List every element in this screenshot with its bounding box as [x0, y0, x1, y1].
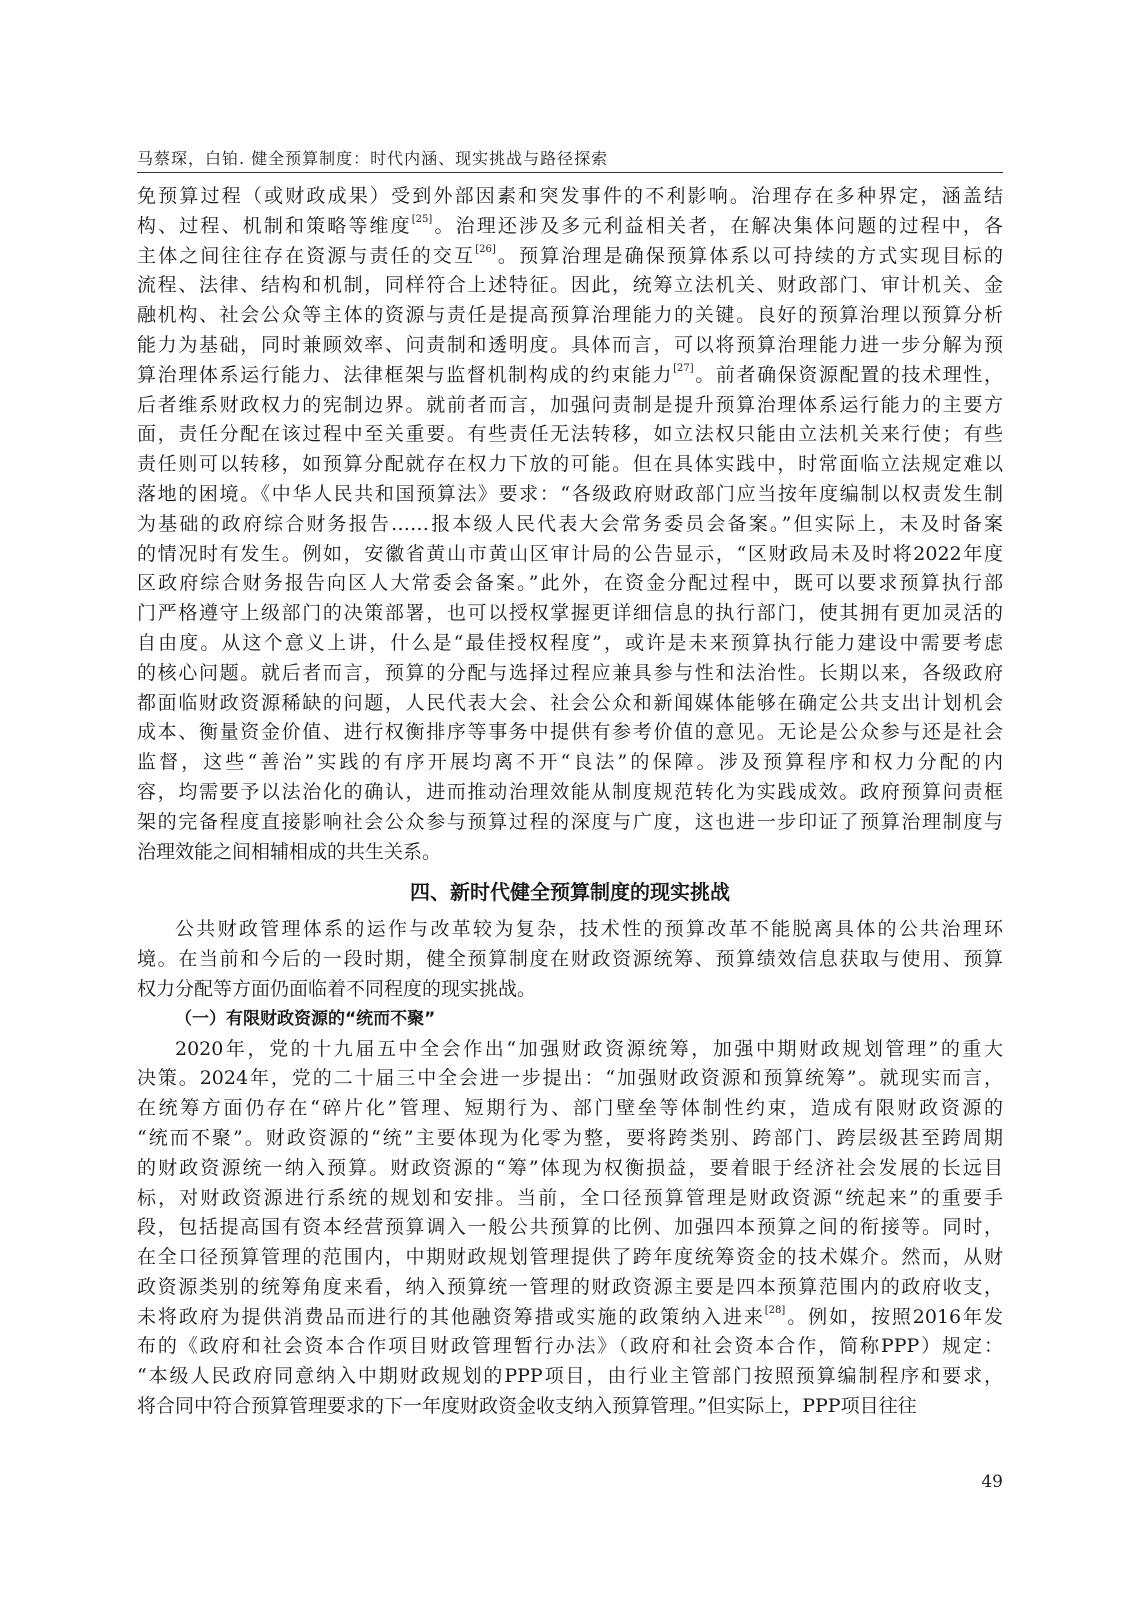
line-text: 将合同中符合预算管理要求的下一年度财政资金收支纳入预算管理。”但实际上，PPP项目往往 — [137, 1395, 917, 1418]
line-text: 都面临财政资源稀缺的问题，人民代表大会、社会公众和新闻媒体能够在确定公共支出计划机会 — [137, 691, 1003, 714]
text-line — [137, 510, 1003, 540]
text-line — [137, 242, 1003, 272]
text-line — [137, 659, 1003, 689]
line-text-tail: 。例如，按照2016年发 — [785, 1305, 1003, 1328]
section-heading: 四、新时代健全预算制度的现实挑战 — [410, 880, 730, 905]
text-line — [137, 1392, 1003, 1422]
line-text: 融机构、社会公众等主体的资源与责任是提高预算治理能力的关键。良好的预算治理以预算分析 — [137, 304, 1003, 327]
text-line — [137, 975, 1003, 1005]
line-text: 构、过程、机制和策略等维度 — [137, 214, 412, 237]
line-text: 能力为基础，同时兼顾效率、问责制和透明度。具体而言，可以将预算治理能力进一步分解为预 — [137, 333, 1003, 356]
text-line — [137, 599, 1003, 629]
line-text-tail: 。治理还涉及多元利益相关者，在解决集体问题的过程中，各 — [432, 214, 1003, 237]
text-line — [137, 915, 1003, 945]
text-line — [137, 450, 1003, 480]
text-line — [137, 182, 1003, 212]
line-text: 流程、法律、结构和机制，同样符合上述特征。因此，统筹立法机关、财政部门、审计机关、金 — [137, 274, 1003, 297]
line-text: 在统筹方面仍存在“碎片化”管理、短期行为、部门壁垒等体制性约束，造成有限财政资源的 — [137, 1097, 1003, 1120]
line-text: 免预算过程（或财政成果）受到外部因素和突发事件的不利影响。治理存在多种界定，涵盖结 — [137, 185, 1003, 207]
header-rule — [137, 172, 1003, 173]
text-line — [137, 1213, 1003, 1243]
line-text: “本级人民政府同意纳入中期财政规划的PPP项目，由行业主管部门按照预算编制程序和要求， — [137, 1365, 1003, 1388]
line-text: 的情况时有发生。例如，安徽省黄山市黄山区审计局的公告显示，“区财政局未及时将2022年度 — [137, 542, 1003, 565]
line-text: 治理效能之间相辅相成的共生关系。 — [137, 840, 442, 863]
text-line — [137, 689, 1003, 719]
citation-ref: [25] — [411, 214, 433, 226]
text-line — [137, 301, 1003, 331]
line-text-tail: 。前者确保资源配置的技术理性， — [693, 363, 1003, 386]
text-line — [137, 778, 1003, 808]
line-text: 布的《政府和社会资本合作项目财政管理暂行办法》（政府和社会资本合作，简称PPP）规定： — [137, 1335, 1003, 1358]
line-text: 落地的困境。《中华人民共和国预算法》要求：“各级政府财政部门应当按年度编制以权责发生制 — [137, 482, 1003, 505]
text-line — [137, 331, 1003, 361]
citation-ref: [28] — [764, 1305, 786, 1317]
text-line — [137, 569, 1003, 599]
line-text: 自由度。从这个意义上讲，什么是“最佳授权程度”，或许是未来预算执行能力建设中需要考虑 — [137, 631, 1003, 654]
line-text: 决策。2024年，党的二十届三中全会进一步提出：“加强财政资源和预算统筹”。就现实而言， — [137, 1067, 1003, 1090]
text-line — [137, 1035, 1003, 1065]
line-text: 未将政府为提供消费品而进行的其他融资筹措或实施的政策纳入进来 — [137, 1305, 765, 1328]
line-text: 2020年，党的十九届五中全会作出“加强财政资源统筹，加强中期财政规划管理”的重大 — [175, 1037, 1003, 1060]
paragraph-3 — [137, 1035, 1003, 1422]
citation-ref: [27] — [673, 363, 694, 375]
line-text: “统而不聚”。财政资源的“统”主要体现为化零为整，要将跨类别、跨部门、跨层级甚至跨周期 — [137, 1126, 1003, 1149]
running-header: 马蔡琛，白铂. 健全预算制度：时代内涵、现实挑战与路径探索 — [137, 149, 609, 168]
line-text: 在全口径预算管理的范围内，中期财政规划管理提供了跨年度统筹资金的技术媒介。然而，从财 — [137, 1246, 1003, 1269]
text-line — [137, 540, 1003, 570]
line-text: 容，均需要予以法治化的确认，进而推动治理效能从制度规范转化为实践成效。政府预算问责框 — [137, 780, 1003, 803]
line-text: 区政府综合财务报告向区人大常委会备案。”此外，在资金分配过程中，既可以要求预算执行部 — [137, 572, 1003, 595]
line-text: 门严格遵守上级部门的决策部署，也可以授权掌握更详细信息的执行部门，使其拥有更加灵活的 — [137, 602, 1003, 625]
paragraph-1 — [137, 182, 1003, 867]
line-text: 主体之间往往存在资源与责任的交互 — [137, 244, 476, 267]
line-text: 标，对财政资源进行系统的规划和安排。当前，全口径预算管理是财政资源“统起来”的重要手 — [137, 1186, 1003, 1209]
text-line — [137, 1362, 1003, 1392]
line-text: 段，包括提高国有资本经营预算调入一般公共预算的比例、加强四本预算之间的衔接等。同时， — [137, 1216, 1003, 1239]
text-line — [137, 1184, 1003, 1214]
page-body — [137, 182, 1003, 1422]
line-text: 监督，这些“善治”实践的有序开展均离不开“良法”的保障。涉及预算程序和权力分配的内 — [137, 751, 1003, 774]
line-text: 政资源类别的统筹角度来看，纳入预算统一管理的财政资源主要是四本预算范围内的政府收支， — [137, 1275, 1003, 1298]
text-line — [137, 420, 1003, 450]
citation-ref: [26] — [475, 244, 496, 256]
text-line — [137, 718, 1003, 748]
line-text: 后者维系财政权力的宪制边界。就前者而言，加强问责制是提升预算治理体系运行能力的主要方 — [137, 393, 1003, 416]
line-text: 的财政资源统一纳入预算。财政资源的“筹”体现为权衡损益，要着眼于经济社会发展的长远目 — [137, 1156, 1003, 1179]
text-line — [137, 748, 1003, 778]
text-line — [137, 391, 1003, 421]
line-text: 权力分配等方面仍面临着不同程度的现实挑战。 — [137, 977, 537, 1000]
text-line — [137, 1332, 1003, 1362]
paragraph-2 — [137, 915, 1003, 1004]
line-text: 算治理体系运行能力、法律框架与监督机制构成的约束能力 — [137, 363, 674, 386]
subsection-heading: （一）有限财政资源的“统而不聚” — [175, 1008, 436, 1029]
text-line — [137, 212, 1003, 242]
text-line — [137, 1124, 1003, 1154]
text-line — [137, 1094, 1003, 1124]
text-line — [137, 1303, 1003, 1333]
text-line — [137, 1273, 1003, 1303]
text-line — [137, 480, 1003, 510]
text-line — [137, 361, 1003, 391]
text-line — [137, 1154, 1003, 1184]
line-text: 责任则可以转移，如预算分配就存在权力下放的可能。但在具体实践中，时常面临立法规定难以 — [137, 453, 1003, 476]
text-line — [137, 271, 1003, 301]
line-text: 的核心问题。就后者而言，预算的分配与选择过程应兼具参与性和法治性。长期以来，各级政府 — [137, 661, 1003, 684]
line-text: 成本、衡量资金价值、进行权衡排序等事务中提供有参考价值的意见。无论是公众参与还是社会 — [137, 721, 1003, 744]
line-text: 公共财政管理体系的运作与改革较为复杂，技术性的预算改革不能脱离具体的公共治理环 — [175, 918, 1003, 941]
text-line — [137, 1243, 1003, 1273]
line-text-tail: 。预算治理是确保预算体系以可持续的方式实现目标的 — [495, 244, 1003, 267]
text-line — [137, 838, 1003, 868]
line-text: 境。在当前和今后的一段时期，健全预算制度在财政资源统筹、预算绩效信息获取与使用、预算 — [137, 948, 1003, 971]
text-line — [137, 945, 1003, 975]
page-number: 49 — [981, 1472, 1003, 1492]
text-line — [137, 808, 1003, 838]
line-text: 面，责任分配在该过程中至关重要。有些责任无法转移，如立法权只能由立法机关来行使；有些 — [137, 423, 1003, 446]
text-line — [137, 1064, 1003, 1094]
text-line — [137, 629, 1003, 659]
line-text: 架的完备程度直接影响社会公众参与预算过程的深度与广度，这也进一步印证了预算治理制度与 — [137, 810, 1003, 833]
line-text: 为基础的政府综合财务报告……报本级人民代表大会常务委员会备案。”但实际上，未及时备案 — [137, 512, 1003, 535]
